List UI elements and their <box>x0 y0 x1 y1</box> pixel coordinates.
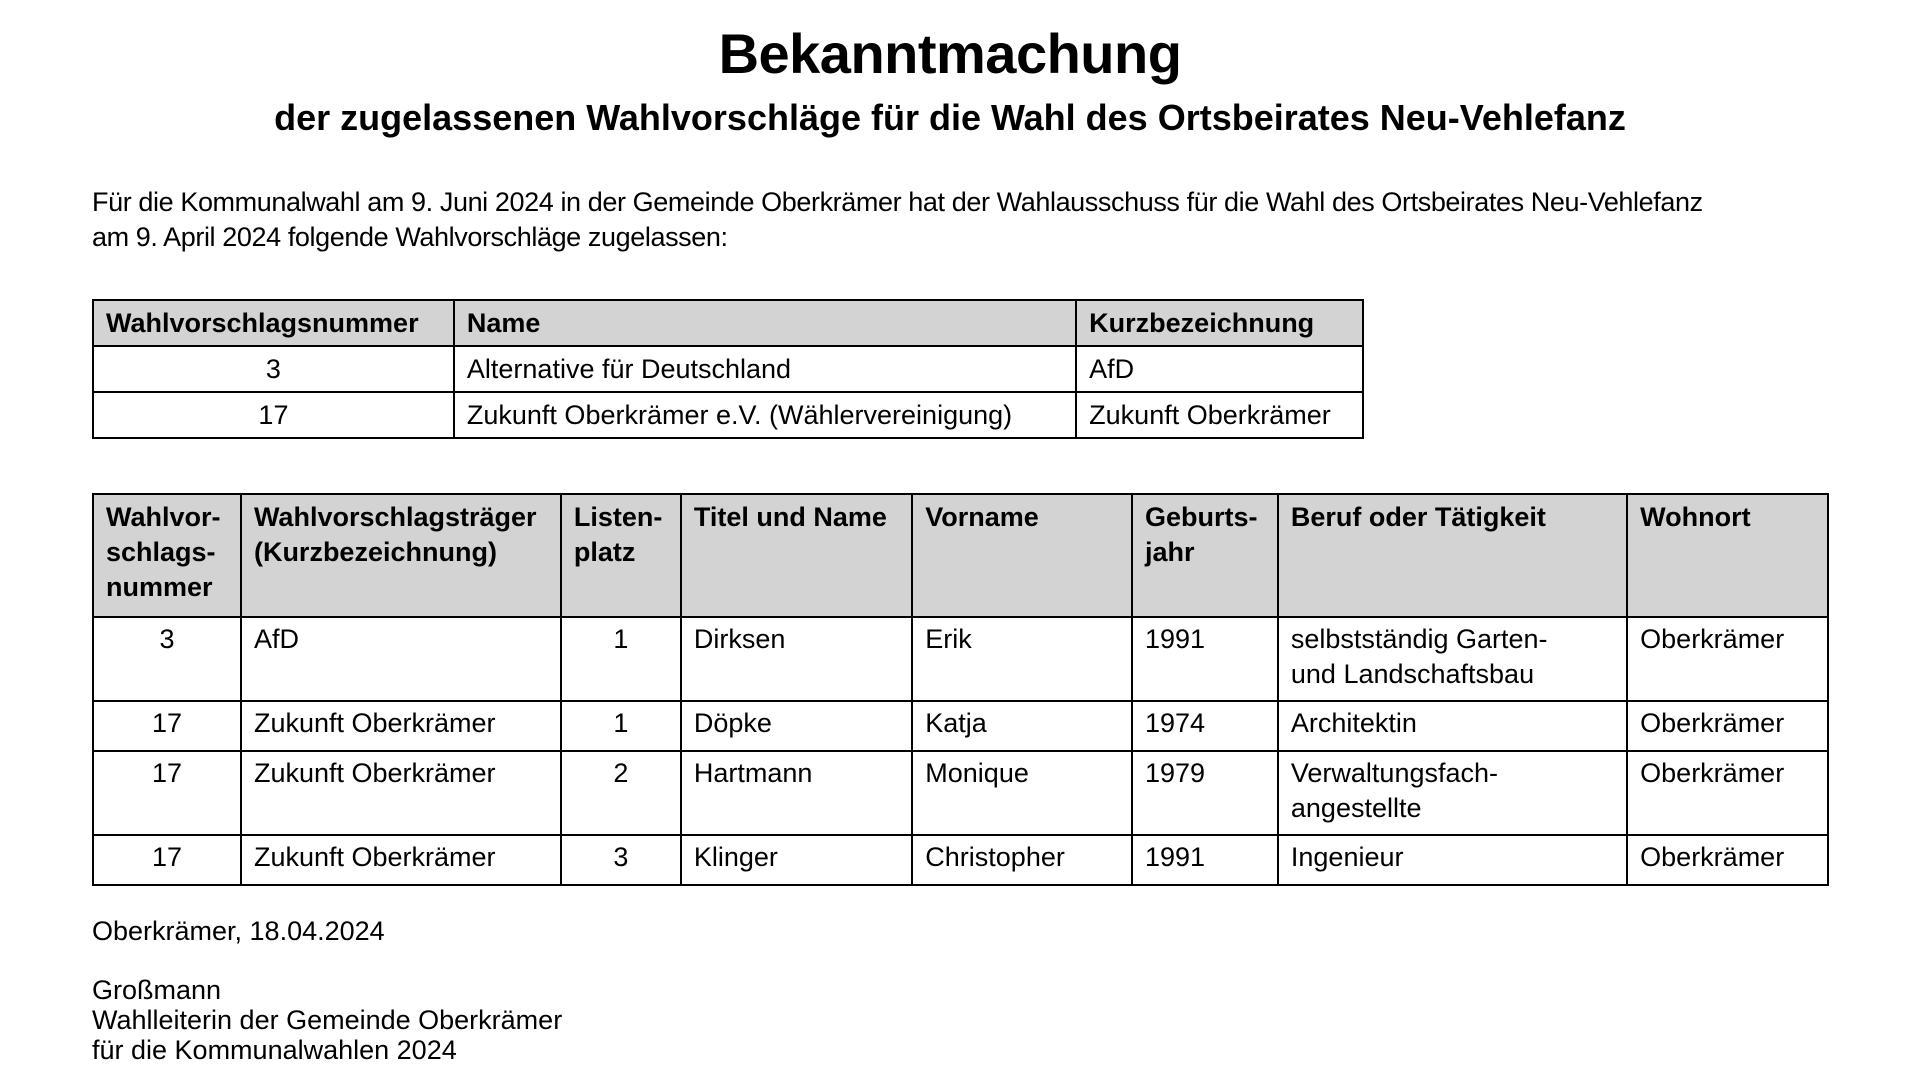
table-header-row <box>93 494 1828 617</box>
cell-name: Zukunft Oberkrämer e.V. (Wählervereinigung) <box>454 392 1076 438</box>
column-header-name <box>681 494 912 617</box>
column-header-nummer <box>93 494 241 617</box>
beruf-line: Verwaltungsfach- <box>1290 758 1499 788</box>
header-text: Titel und Name <box>693 502 887 532</box>
cell-vorname: Monique <box>912 751 1132 835</box>
cell-name: Döpke <box>681 701 912 751</box>
signatory-name: Großmann <box>92 975 222 1005</box>
intro-paragraph <box>92 185 1852 255</box>
intro-line: am 9. April 2024 folgende Wahlvorschläge zugelassen: <box>92 222 728 252</box>
table-row <box>93 835 1828 885</box>
cell-listenplatz: 3 <box>561 835 681 885</box>
intro-line: Für die Kommunalwahl am 9. Juni 2024 in der Gemeinde Oberkrämer hat der Wahlausschuss für die Wahl des Ortsbeirates Neu-Vehlefanz <box>92 187 1703 217</box>
page-title: Bekanntmachung <box>718 22 1182 85</box>
column-header-listenplatz <box>561 494 681 617</box>
cell-geburtsjahr: 1979 <box>1132 751 1278 835</box>
cell-nummer: 3 <box>93 346 454 392</box>
header-text: Beruf oder Tätigkeit <box>1290 502 1546 532</box>
column-header-nummer: Wahlvorschlagsnummer <box>93 300 454 346</box>
cell-kurzbezeichnung: Zukunft Oberkrämer <box>1076 392 1363 438</box>
cell-traeger: AfD <box>241 617 561 701</box>
cell-wohnort: Oberkrämer <box>1627 751 1828 835</box>
header-text: Wahlvorschlagsträger <box>253 502 537 532</box>
table-header-row <box>93 300 1363 346</box>
cell-nummer: 17 <box>93 835 241 885</box>
column-header-name: Name <box>454 300 1076 346</box>
cell-listenplatz: 1 <box>561 701 681 751</box>
cell-vorname: Christopher <box>912 835 1132 885</box>
header-text: (Kurzbezeichnung) <box>253 537 497 567</box>
cell-vorname: Erik <box>912 617 1132 701</box>
cell-name: Alternative für Deutschland <box>454 346 1076 392</box>
column-header-beruf <box>1278 494 1627 617</box>
place-date: Oberkrämer, 18.04.2024 <box>92 916 385 946</box>
proposals-table <box>92 299 1364 439</box>
header-text: jahr <box>1144 537 1195 567</box>
table-row <box>93 751 1828 835</box>
cell-traeger: Zukunft Oberkrämer <box>241 835 561 885</box>
cell-listenplatz: 2 <box>561 751 681 835</box>
cell-nummer: 17 <box>93 392 454 438</box>
candidates-table <box>92 493 1829 886</box>
beruf-line: angestellte <box>1290 793 1422 823</box>
column-header-geburtsjahr <box>1132 494 1278 617</box>
cell-vorname: Katja <box>912 701 1132 751</box>
cell-beruf <box>1278 835 1627 885</box>
column-header-kurzbezeichnung: Kurzbezeichnung <box>1076 300 1363 346</box>
cell-beruf <box>1278 751 1627 835</box>
cell-listenplatz: 1 <box>561 617 681 701</box>
header-text: platz <box>573 537 636 567</box>
table-row <box>93 617 1828 701</box>
cell-nummer: 17 <box>93 701 241 751</box>
header-text: Listen- <box>573 502 663 532</box>
cell-nummer: 17 <box>93 751 241 835</box>
beruf-line: selbstständig Garten- <box>1290 624 1548 654</box>
header-text: Wahlvor- <box>106 502 221 532</box>
cell-geburtsjahr: 1974 <box>1132 701 1278 751</box>
cell-name: Hartmann <box>681 751 912 835</box>
cell-wohnort: Oberkrämer <box>1627 835 1828 885</box>
page-subtitle: der zugelassenen Wahlvorschläge für die Wahl des Ortsbeirates Neu-Vehlefanz <box>274 97 1626 138</box>
column-header-vorname <box>912 494 1132 617</box>
cell-kurzbezeichnung: AfD <box>1076 346 1363 392</box>
header-text: Vorname <box>925 502 1039 532</box>
cell-geburtsjahr: 1991 <box>1132 617 1278 701</box>
header-text: Wohnort <box>1640 502 1751 532</box>
beruf-line: und Landschaftsbau <box>1290 659 1535 689</box>
column-header-traeger <box>241 494 561 617</box>
table-row <box>93 701 1828 751</box>
table-row <box>93 392 1363 438</box>
cell-geburtsjahr: 1991 <box>1132 835 1278 885</box>
cell-wohnort: Oberkrämer <box>1627 701 1828 751</box>
cell-name: Dirksen <box>681 617 912 701</box>
header-text: Geburts- <box>1144 502 1258 532</box>
beruf-line: Architektin <box>1290 708 1417 738</box>
signatory-role: für die Kommunalwahlen 2024 <box>92 1035 457 1065</box>
cell-nummer: 3 <box>93 617 241 701</box>
beruf-line: Ingenieur <box>1290 842 1404 872</box>
signature-block <box>92 975 562 1065</box>
table-row <box>93 346 1363 392</box>
cell-traeger: Zukunft Oberkrämer <box>241 701 561 751</box>
header-text: nummer <box>106 572 213 602</box>
cell-traeger: Zukunft Oberkrämer <box>241 751 561 835</box>
cell-wohnort: Oberkrämer <box>1627 617 1828 701</box>
column-header-wohnort <box>1627 494 1828 617</box>
signatory-role: Wahlleiterin der Gemeinde Oberkrämer <box>92 1005 563 1035</box>
cell-name: Klinger <box>681 835 912 885</box>
cell-beruf <box>1278 701 1627 751</box>
header-text: schlags- <box>106 537 216 567</box>
cell-beruf <box>1278 617 1627 701</box>
